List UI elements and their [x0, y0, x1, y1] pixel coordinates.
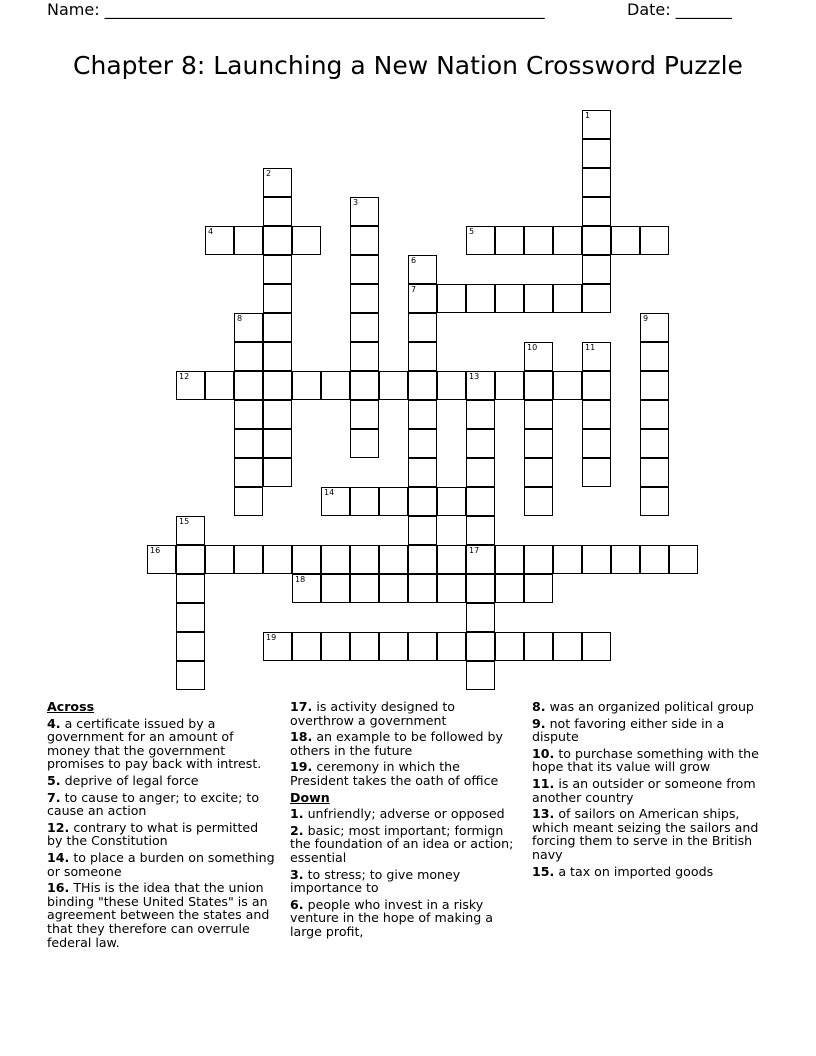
clue-text: not favoring either side in a dispute — [532, 715, 725, 745]
grid-cell[interactable] — [408, 458, 437, 487]
clue-number-label: 1 — [585, 111, 591, 120]
clue-down-13 — [532, 807, 772, 861]
grid-cell[interactable] — [263, 255, 292, 284]
clue-number: 12. — [47, 819, 70, 835]
clue-text: a certificate issued by a government for an amount of money that the government promises to pay back with intrest. — [47, 715, 262, 772]
clues-column-3 — [532, 700, 772, 881]
grid-cell[interactable] — [408, 284, 437, 313]
grid-cell[interactable] — [205, 545, 234, 574]
grid-cell[interactable] — [234, 400, 263, 429]
grid-cell[interactable] — [669, 545, 698, 574]
grid-cell[interactable] — [437, 371, 466, 400]
grid-cell[interactable] — [263, 632, 292, 661]
grid-cell[interactable] — [524, 284, 553, 313]
clue-number: 18. — [290, 729, 313, 745]
grid-cell[interactable] — [437, 284, 466, 313]
grid-cell[interactable] — [640, 429, 669, 458]
clue-number: 7. — [47, 789, 61, 805]
clue-number: 9. — [532, 715, 546, 731]
grid-cell[interactable] — [408, 429, 437, 458]
grid-cell[interactable] — [495, 545, 524, 574]
clue-across-5 — [47, 774, 275, 788]
grid-cell[interactable] — [640, 342, 669, 371]
grid-cell[interactable] — [321, 545, 350, 574]
grid-cell[interactable] — [582, 255, 611, 284]
grid-cell[interactable] — [582, 226, 611, 255]
clue-text: was an organized political group — [549, 699, 754, 714]
grid-cell[interactable] — [495, 371, 524, 400]
grid-cell[interactable] — [176, 661, 205, 690]
clue-down-9 — [532, 717, 772, 744]
grid-cell[interactable] — [582, 429, 611, 458]
clue-number-label: 9 — [643, 314, 649, 323]
grid-cell[interactable] — [234, 226, 263, 255]
clue-across-18 — [290, 730, 522, 757]
grid-cell[interactable] — [176, 632, 205, 661]
clue-across-16 — [47, 881, 275, 949]
grid-cell[interactable] — [321, 487, 350, 516]
clue-number-label: 13 — [469, 372, 480, 381]
grid-cell[interactable] — [263, 342, 292, 371]
grid-cell[interactable] — [640, 400, 669, 429]
grid-cell[interactable] — [524, 574, 553, 603]
grid-cell[interactable] — [495, 226, 524, 255]
clue-number-label: 4 — [208, 227, 214, 236]
grid-cell[interactable] — [553, 632, 582, 661]
grid-cell[interactable] — [408, 342, 437, 371]
down-heading: Down — [290, 789, 330, 805]
clues-column-2 — [290, 700, 522, 942]
grid-cell[interactable] — [292, 632, 321, 661]
clue-across-7 — [47, 791, 275, 818]
grid-cell[interactable] — [582, 458, 611, 487]
grid-cell[interactable] — [495, 574, 524, 603]
clue-number-label: 15 — [179, 517, 190, 526]
grid-cell[interactable] — [321, 632, 350, 661]
clue-number: 3. — [290, 866, 304, 882]
grid-cell[interactable] — [466, 371, 495, 400]
page-title: Chapter 8: Launching a New Nation Crossword Puzzle — [73, 51, 743, 80]
clue-text: an example to be followed by others in the future — [290, 729, 503, 758]
grid-cell[interactable] — [263, 458, 292, 487]
grid-cell[interactable] — [350, 545, 379, 574]
grid-cell[interactable] — [466, 603, 495, 632]
grid-cell[interactable] — [466, 574, 495, 603]
clue-number-label: 10 — [527, 343, 538, 352]
grid-cell[interactable] — [553, 545, 582, 574]
grid-cell[interactable] — [408, 545, 437, 574]
grid-cell[interactable] — [350, 313, 379, 342]
name-field[interactable]: Name: _______________________________________________________ — [47, 0, 545, 19]
grid-cell[interactable] — [263, 371, 292, 400]
grid-cell[interactable] — [437, 574, 466, 603]
clue-text: to cause to anger; to excite; to cause an action — [47, 789, 260, 819]
grid-cell[interactable] — [524, 458, 553, 487]
grid-cell[interactable] — [437, 487, 466, 516]
clue-across-19 — [290, 760, 522, 787]
clue-number-label: 16 — [150, 546, 161, 555]
clue-number: 10. — [532, 745, 555, 761]
grid-cell[interactable] — [234, 545, 263, 574]
grid-cell[interactable] — [408, 632, 437, 661]
grid-cell[interactable] — [350, 371, 379, 400]
grid-cell[interactable] — [176, 516, 205, 545]
grid-cell[interactable] — [147, 545, 176, 574]
clue-number: 15. — [532, 863, 555, 879]
grid-cell[interactable] — [524, 429, 553, 458]
grid-cell[interactable] — [553, 284, 582, 313]
grid-cell[interactable] — [379, 632, 408, 661]
across-heading: Across — [47, 699, 95, 714]
grid-cell[interactable] — [437, 632, 466, 661]
date-field[interactable]: Date: _______ — [627, 0, 732, 19]
clue-down-10 — [532, 747, 772, 774]
grid-cell[interactable] — [495, 284, 524, 313]
grid-cell[interactable] — [263, 284, 292, 313]
grid-cell[interactable] — [292, 371, 321, 400]
clue-text: to place a burden on something or someone — [47, 849, 275, 879]
grid-cell[interactable] — [263, 197, 292, 226]
grid-cell[interactable] — [524, 342, 553, 371]
grid-cell[interactable] — [379, 371, 408, 400]
grid-cell[interactable] — [640, 458, 669, 487]
grid-cell[interactable] — [350, 284, 379, 313]
grid-cell[interactable] — [466, 516, 495, 545]
clue-number-label: 6 — [411, 256, 417, 265]
grid-cell[interactable] — [263, 545, 292, 574]
clue-number: 4. — [47, 715, 61, 731]
grid-cell[interactable] — [466, 661, 495, 690]
grid-cell[interactable] — [408, 371, 437, 400]
grid-cell[interactable] — [466, 226, 495, 255]
clue-text: is activity designed to overthrow a government — [290, 699, 455, 728]
clue-text: deprive of legal force — [64, 772, 199, 788]
clue-number: 11. — [532, 775, 555, 791]
grid-cell[interactable] — [524, 632, 553, 661]
clue-text: people who invest in a risky venture in the hope of making a large profit, — [290, 896, 493, 939]
grid-cell[interactable] — [350, 342, 379, 371]
grid-cell[interactable] — [524, 545, 553, 574]
grid-cell[interactable] — [640, 313, 669, 342]
grid-cell[interactable] — [582, 168, 611, 197]
clue-number-label: 12 — [179, 372, 190, 381]
clue-number: 19. — [290, 759, 313, 775]
clue-across-4 — [47, 717, 275, 771]
clue-across-14 — [47, 851, 275, 878]
clue-down-8 — [532, 700, 772, 714]
grid-cell[interactable] — [582, 342, 611, 371]
grid-cell[interactable] — [553, 226, 582, 255]
grid-cell[interactable] — [234, 313, 263, 342]
grid-cell[interactable] — [350, 400, 379, 429]
clue-number: 14. — [47, 849, 70, 865]
grid-cell[interactable] — [640, 226, 669, 255]
grid-cell[interactable] — [495, 632, 524, 661]
grid-cell[interactable] — [176, 371, 205, 400]
clue-down-6 — [290, 898, 522, 939]
grid-cell[interactable] — [379, 574, 408, 603]
grid-cell[interactable] — [234, 487, 263, 516]
clue-number-label: 19 — [266, 633, 277, 642]
clue-number-label: 2 — [266, 169, 272, 178]
grid-cell[interactable] — [379, 545, 408, 574]
clue-text: unfriendly; adverse or opposed — [307, 806, 505, 822]
grid-cell[interactable] — [234, 342, 263, 371]
grid-cell[interactable] — [176, 545, 205, 574]
grid-cell[interactable] — [582, 110, 611, 139]
grid-cell[interactable] — [524, 487, 553, 516]
clue-number-label: 14 — [324, 488, 335, 497]
clue-across-17 — [290, 700, 522, 727]
grid-cell[interactable] — [582, 284, 611, 313]
grid-cell[interactable] — [350, 632, 379, 661]
grid-cell[interactable] — [524, 371, 553, 400]
clue-number: 6. — [290, 896, 304, 912]
clue-text: a tax on imported goods — [558, 863, 714, 879]
grid-cell[interactable] — [466, 632, 495, 661]
clue-number-label: 11 — [585, 343, 596, 352]
clue-text: ceremony in which the President takes the oath of office — [290, 759, 499, 788]
grid-cell[interactable] — [408, 574, 437, 603]
clue-number: 16. — [47, 880, 70, 896]
clue-text: contrary to what is permitted by the Constitution — [47, 819, 259, 849]
grid-cell[interactable] — [263, 429, 292, 458]
clue-text: to stress; to give money importance to — [290, 866, 461, 896]
grid-cell[interactable] — [582, 139, 611, 168]
grid-cell[interactable] — [292, 574, 321, 603]
grid-cell[interactable] — [263, 400, 292, 429]
grid-cell[interactable] — [611, 226, 640, 255]
grid-cell[interactable] — [205, 371, 234, 400]
clue-number: 2. — [290, 822, 304, 838]
clue-text: of sailors on American ships, which meant seizing the sailors and forcing them to serve in the British navy — [532, 806, 759, 862]
clue-text: basic; most important; formign the foundation of an idea or action; essential — [290, 822, 514, 865]
grid-cell[interactable] — [466, 429, 495, 458]
grid-cell[interactable] — [321, 574, 350, 603]
grid-cell[interactable] — [582, 197, 611, 226]
grid-cell[interactable] — [408, 516, 437, 545]
grid-cell[interactable] — [321, 371, 350, 400]
grid-cell[interactable] — [408, 487, 437, 516]
clue-number-label: 18 — [295, 575, 306, 584]
grid-cell[interactable] — [234, 458, 263, 487]
grid-cell[interactable] — [524, 226, 553, 255]
grid-cell[interactable] — [408, 313, 437, 342]
grid-cell[interactable] — [350, 197, 379, 226]
clue-text: is an outsider or someone from another country — [532, 775, 756, 805]
grid-cell[interactable] — [234, 429, 263, 458]
grid-cell[interactable] — [437, 545, 466, 574]
clue-down-3 — [290, 868, 522, 895]
clue-number-label: 7 — [411, 285, 417, 294]
grid-cell[interactable] — [466, 458, 495, 487]
clue-number: 13. — [532, 806, 555, 822]
grid-cell[interactable] — [640, 487, 669, 516]
grid-cell[interactable] — [408, 255, 437, 284]
grid-cell[interactable] — [582, 400, 611, 429]
clue-down-11 — [532, 777, 772, 804]
grid-cell[interactable] — [350, 487, 379, 516]
grid-cell[interactable] — [582, 371, 611, 400]
grid-cell[interactable] — [466, 400, 495, 429]
grid-cell[interactable] — [553, 371, 582, 400]
clue-down-15 — [532, 865, 772, 879]
grid-cell[interactable] — [176, 603, 205, 632]
grid-cell[interactable] — [582, 545, 611, 574]
clue-number: 1. — [290, 806, 304, 822]
clue-text: to purchase something with the hope that its value will grow — [532, 745, 759, 775]
grid-cell[interactable] — [350, 429, 379, 458]
grid-cell[interactable] — [524, 400, 553, 429]
clue-number: 8. — [532, 699, 546, 714]
grid-cell[interactable] — [292, 545, 321, 574]
grid-cell[interactable] — [379, 487, 408, 516]
clue-number-label: 5 — [469, 227, 475, 236]
grid-cell[interactable] — [350, 255, 379, 284]
grid-cell[interactable] — [350, 574, 379, 603]
grid-cell[interactable] — [234, 371, 263, 400]
grid-cell[interactable] — [263, 313, 292, 342]
clue-number-label: 17 — [469, 546, 480, 555]
grid-cell[interactable] — [466, 487, 495, 516]
clue-number-label: 8 — [237, 314, 243, 323]
grid-cell[interactable] — [582, 632, 611, 661]
grid-cell[interactable] — [466, 545, 495, 574]
clue-down-2 — [290, 824, 522, 865]
clue-number: 17. — [290, 699, 313, 714]
grid-cell[interactable] — [263, 226, 292, 255]
clue-number-label: 3 — [353, 198, 359, 207]
clue-number: 5. — [47, 772, 61, 788]
grid-cell[interactable] — [205, 226, 234, 255]
clues-column-1 — [47, 700, 275, 952]
grid-cell[interactable] — [640, 371, 669, 400]
grid-cell[interactable] — [176, 574, 205, 603]
clue-down-1 — [290, 807, 522, 821]
clue-across-12 — [47, 821, 275, 848]
grid-cell[interactable] — [466, 284, 495, 313]
grid-cell[interactable] — [640, 545, 669, 574]
grid-cell[interactable] — [263, 168, 292, 197]
grid-cell[interactable] — [611, 545, 640, 574]
clue-text: THis is the idea that the union binding "these United States" is an agreement between the states and that they therefore can overrule federal law. — [47, 880, 270, 950]
grid-cell[interactable] — [408, 400, 437, 429]
grid-cell[interactable] — [350, 226, 379, 255]
grid-cell[interactable] — [292, 226, 321, 255]
